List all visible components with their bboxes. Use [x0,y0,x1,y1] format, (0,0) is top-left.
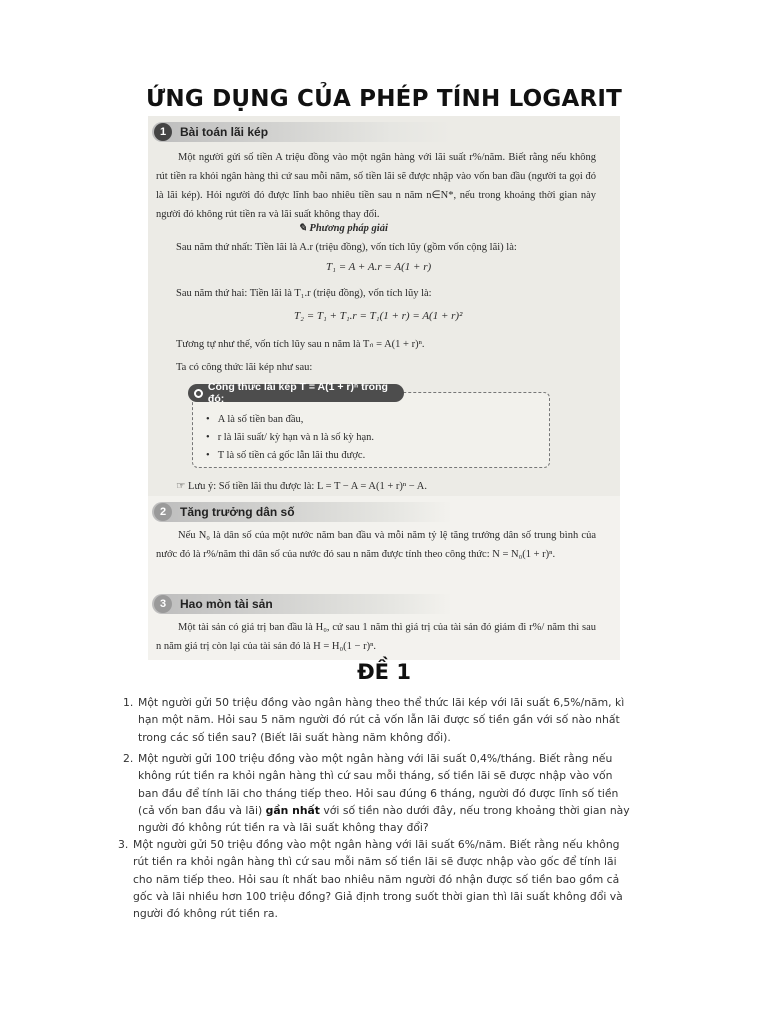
scanned-textbook-image [148,116,620,660]
page-title: ỨNG DỤNG CỦA PHÉP TÍNH LOGARIT [145,86,623,112]
question-3-number: 3. [118,838,129,851]
method-heading: ✎ Phương pháp giải [298,223,388,234]
question-3 [118,836,633,922]
formula-t1: T₁ = A + A.r = A(1 + r) [326,261,432,273]
note-text: ☞ Lưu ý: Số tiền lãi thu được là: L = T − A = A(1 + r)ⁿ − A. [176,481,427,492]
box-bullet-a: • A là số tiền ban đầu, [206,414,303,425]
year-2-text: Sau năm thứ hai: Tiền lãi là T₁.r (triệu đồng), vốn tích lũy là: [176,288,432,299]
year-1-text: Sau năm thứ nhất: Tiền lãi là A.r (triệu đồng), vốn tích lũy (gồm vốn cộng lãi) là: [176,242,517,253]
question-1-text: Một người gửi 50 triệu đồng vào ngân hàng theo thể thức lãi kép với lãi suất 6,5%/năm, kì hạn một năm. Hỏi sau 5 năm người đó rút cả vốn lẫn lãi được số tiền gần với số nào nhất trong các số tiền sau? (Biết lãi suất hàng năm không đổi). [138,696,625,744]
question-2-emphasis: gần nhất [265,803,320,817]
formula-intro: Ta có công thức lãi kép như sau: [176,362,313,373]
section-1-number: 1 [154,123,172,141]
section-3-header [152,594,452,614]
exercise-set-heading: ĐỀ 1 [357,660,411,684]
box-title-text: Công thức lãi kép T = A(1 + r)ⁿ trong đó: [207,381,388,405]
box-bullet-t: • T là số tiền cả gốc lẫn lãi thu được. [206,450,365,461]
section-1-title: Bài toán lãi kép [180,125,269,139]
section-3-number: 3 [154,595,172,613]
compound-interest-box-title [188,381,404,405]
question-1 [123,694,633,746]
section-1-paragraph: Một người gửi số tiền A triệu đồng vào một ngân hàng với lãi suất r%/năm. Biết rằng nếu không rút tiền ra khỏi ngân hàng thì cứ sau mỗi năm, số tiền lãi sẽ được nhập vào vốn ban đầu (người ta gọi đó là lãi kép). Hỏi người đó được lĩnh bao nhiêu tiền sau n năm n∈N*, nếu trong khoảng thời gian này người đó không rút tiền ra và lãi suất không thay đổi. [156,152,596,220]
section-2-number: 2 [154,503,172,521]
section-2-paragraph: Nếu N₀ là dân số của một nước năm ban đầu và mỗi năm tỷ lệ tăng trưởng dân số trung bình của nước đó là r%/năm thì dân số của nước đó sau n năm được tính theo công thức: N = N₀(1 + r)ⁿ. [156,530,596,560]
question-2 [123,750,633,836]
question-2-text-a: Một người gửi 100 triệu đồng vào một ngân hàng với lãi suất 0,4%/tháng. Biết rằng nếu không rút tiền ra khỏi ngân hàng thì cứ sau mỗi tháng, số tiền lãi sẽ được nhập vào vốn ban đầu để tính lãi cho tháng tiếp theo. Hỏi sau đúng 6 tháng, người đó được lĩnh số tiền (cả vốn ban đầu và lãi) [138,752,619,817]
question-2-text-b: với số tiền nào dưới đây, nếu trong khoảng thời gian này người đó không rút tiền ra và lãi suất không thay đổi? [138,803,630,835]
section-3-paragraph: Một tài sản có giá trị ban đầu là H₀, cứ sau 1 năm thì giá trị của tài sản đó giảm đi r%/ năm thì sau n năm giá trị còn lại của tài sản đó là H = H₀(1 − r)ⁿ. [156,622,596,652]
question-2-number: 2. [123,752,134,765]
question-1-number: 1. [123,696,134,709]
section-2-title: Tăng trưởng dân số [180,505,295,519]
box-bullet-r: • r là lãi suất/ kỳ hạn và n là số kỳ hạn. [206,432,374,443]
formula-t2: T₂ = T₁ + T₁.r = T₁(1 + r) = A(1 + r)² [294,310,463,322]
section-2-header [152,502,452,522]
target-icon [194,389,203,398]
section-1-header [152,122,452,142]
question-3-text: Một người gửi 50 triệu đồng vào một ngân hàng với lãi suất 6%/năm. Biết rằng nếu không rút tiền ra khỏi ngân hàng thì cứ sau mỗi năm số tiền lãi sẽ được nhập vào gốc để tính lãi cho năm tiếp theo. Hỏi sau ít nhất bao nhiêu năm người đó nhận được số tiền bao gồm cả gốc và lãi nhiều hơn 100 triệu đồng? Giả định trong suốt thời gian thì lãi suất không đổi và người đó không rút tiền ra. [133,838,623,921]
similar-text: Tương tự như thế, vốn tích lũy sau n năm là Tₙ = A(1 + r)ⁿ. [176,339,425,350]
section-3-title: Hao mòn tài sản [180,597,273,611]
